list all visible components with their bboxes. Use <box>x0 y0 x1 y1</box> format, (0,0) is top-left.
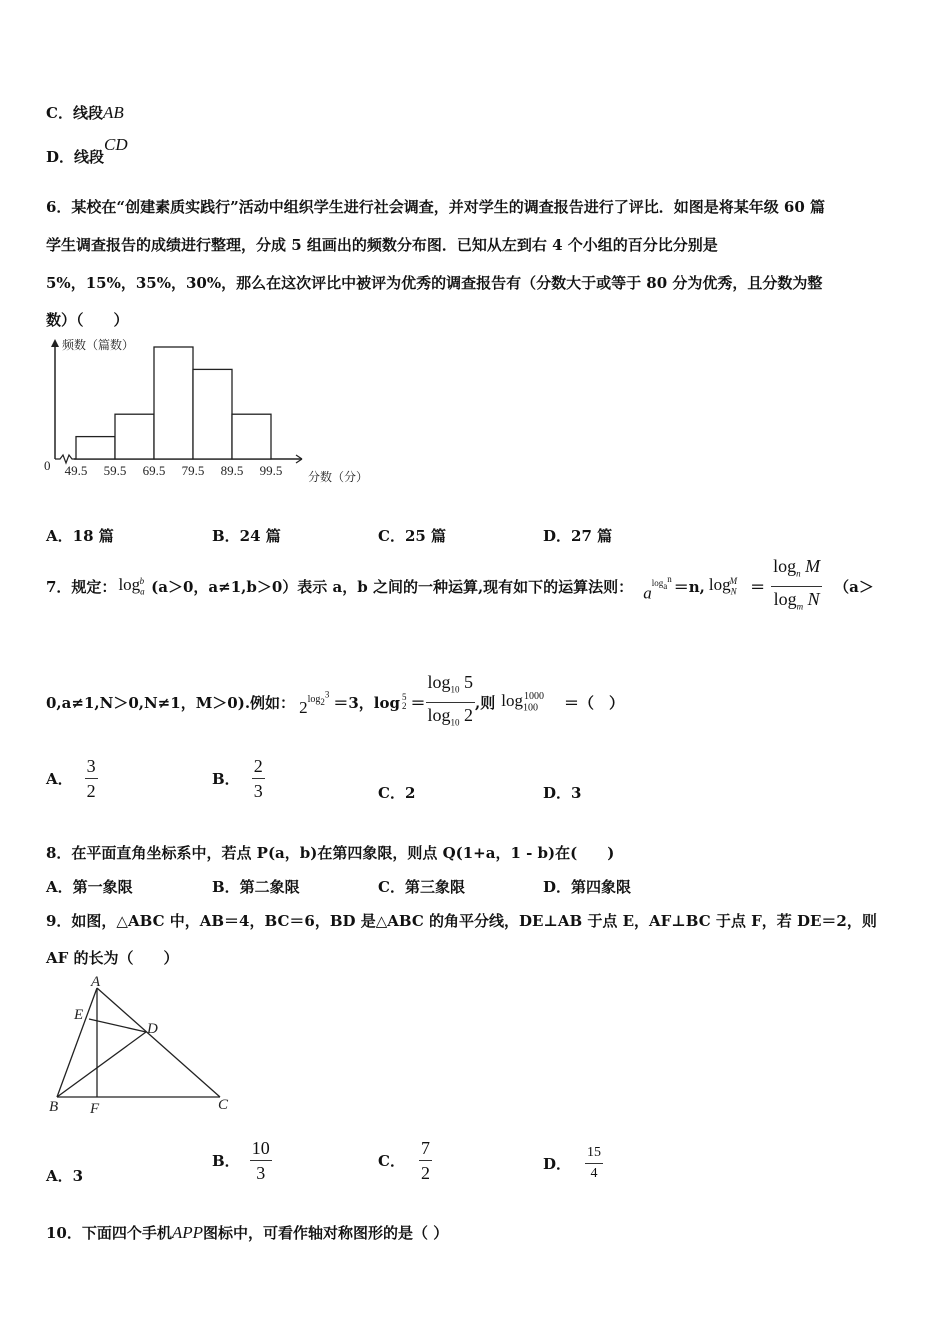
q7-option-a[interactable]: A． $\frac{3}{2}$ <box>46 756 96 801</box>
q6-stem-line3: 5%，15%，35%，30%，那么在这次评比中被评为优秀的调查报告有（分数大于或等于 80 分为优秀，且分数为整 <box>46 274 823 292</box>
q6-stem-line4: 数）（ ） <box>46 311 129 329</box>
origin-label: 0 <box>44 458 51 473</box>
log-100-1000-expression: $\log_{100}^{1000}$ <box>501 690 544 714</box>
example-fraction: $\frac{\log_{10} 5}{\log_{10} 2}$ <box>427 671 474 728</box>
x-tick-label: 89.5 <box>220 463 244 478</box>
axis-break <box>55 455 76 463</box>
equals-sign: ＝ <box>750 577 766 596</box>
log-ab-expression: $\log_a^b$ <box>118 575 145 597</box>
segment-ac <box>97 988 220 1097</box>
triangle-diagram <box>40 975 240 1120</box>
q7-stem-line2: 0,a≠1,N＞0,N≠1，M＞0).例如： $2^{log_2^3}$ ＝3，log 5 2 ＝ $\frac{\log_{10} 5}{\log_{10} 2}$ ,则 $\log_{100}^{1000}$ ＝（ ） <box>46 672 624 732</box>
q10-stem: 10．下面四个手机APP图标中，可看作轴对称图形的是（ ） <box>46 1223 449 1242</box>
log-nm-expression: $\log_N^M$ <box>708 575 738 597</box>
math-app: APP <box>171 1223 204 1242</box>
segment-bd <box>57 1032 146 1097</box>
x-tick-label: 69.5 <box>142 463 166 478</box>
equals-sign-2: ＝ <box>410 693 426 712</box>
q8-stem: 8．在平面直角坐标系中，若点 P(a，b)在第四象限，则点 Q(1+a，1 - b)在( ) <box>46 844 615 862</box>
q9-stem-line1: 9．如图，△ABC 中，AB＝4，BC＝6，BD 是△ABC 的角平分线，DE⊥AB 于点 E，AF⊥BC 于点 F，若 DE＝2，则 <box>46 912 877 930</box>
histogram-chart <box>40 335 380 495</box>
q9-option-d[interactable]: D． $\frac{15}{4}$ <box>543 1145 602 1181</box>
q9-option-a[interactable]: A．3 <box>46 1167 84 1185</box>
math-cd: CD <box>104 135 128 154</box>
label-c: C <box>218 1097 229 1113</box>
histogram-bar-3 <box>154 347 193 459</box>
q7-option-d[interactable]: D．3 <box>543 784 582 802</box>
q8-option-d[interactable]: D．第四象限 <box>543 878 632 896</box>
a-power-log-expression: $a^{log_a^n}$ <box>643 574 672 603</box>
math-ab: AB <box>102 103 124 122</box>
x-tick-label: 49.5 <box>64 463 88 478</box>
q6-stem-line2: 学生调查报告的成绩进行整理，分成 5 组画出的频数分布图．已知从左到右 4 个小组的百分比分别是 <box>46 236 718 254</box>
label-e: E <box>74 1007 84 1023</box>
histogram-bar-5 <box>232 414 271 459</box>
x-tick-label: 99.5 <box>259 463 283 478</box>
q6-option-b[interactable]: B．24 篇 <box>212 527 281 545</box>
q9-stem-line2: AF 的长为（ ） <box>46 949 179 967</box>
q7-option-c[interactable]: C．2 <box>378 784 416 802</box>
x-tick-label: 79.5 <box>181 463 205 478</box>
x-axis-label: 分数（分） <box>308 470 369 484</box>
q7-option-b[interactable]: B． $\frac{2}{3}$ <box>212 756 263 801</box>
x-tick-label: 59.5 <box>103 463 127 478</box>
histogram-bar-4 <box>193 369 232 459</box>
label-b: B <box>49 1099 59 1115</box>
log-5-2-subscript: 5 2 <box>401 692 407 711</box>
q5-option-d: D．线段CD <box>46 135 128 166</box>
q9-option-b[interactable]: B． $\frac{10}{3}$ <box>212 1138 270 1183</box>
two-power-log-example: $2^{log_2^3}$ <box>299 690 330 717</box>
change-of-base-fraction: $\frac{\log_n M}{\log_m N}$ <box>773 555 821 612</box>
q8-option-b[interactable]: B．第二象限 <box>212 878 300 896</box>
y-axis-arrow <box>51 339 59 347</box>
label-a: A <box>91 975 101 990</box>
q7-stem-line1: 7．规定： $\log_a^b$ (a＞0，a≠1,b＞0）表示 a，b 之间的一种运算,现有如下的运算法则： $a^{log_a^n}$ ＝n, $\log_N^M$ ＝ $\frac{\log_n M}{\log_m N}$ （a＞ <box>46 558 874 614</box>
label-f: F <box>90 1101 100 1117</box>
segment-ab <box>57 988 97 1097</box>
q6-option-a[interactable]: A．18 篇 <box>46 527 114 545</box>
q8-option-a[interactable]: A．第一象限 <box>46 878 133 896</box>
label-d: D <box>147 1021 158 1037</box>
y-axis-label: 频数（篇数） <box>62 338 135 352</box>
q8-option-c[interactable]: C．第三象限 <box>378 878 465 896</box>
q6-option-d[interactable]: D．27 篇 <box>543 527 613 545</box>
histogram-bar-1 <box>76 437 115 459</box>
histogram-bar-2 <box>115 414 154 459</box>
q5-option-c: C．线段AB <box>46 103 124 122</box>
q9-option-c[interactable]: C． $\frac{7}{2}$ <box>378 1138 430 1183</box>
q6-option-c[interactable]: C．25 篇 <box>378 527 447 545</box>
q6-stem-line1: 6．某校在“创建素质实践行”活动中组织学生进行社会调查，并对学生的调查报告进行了评比．如图是将某年级 60 篇 <box>46 198 826 216</box>
